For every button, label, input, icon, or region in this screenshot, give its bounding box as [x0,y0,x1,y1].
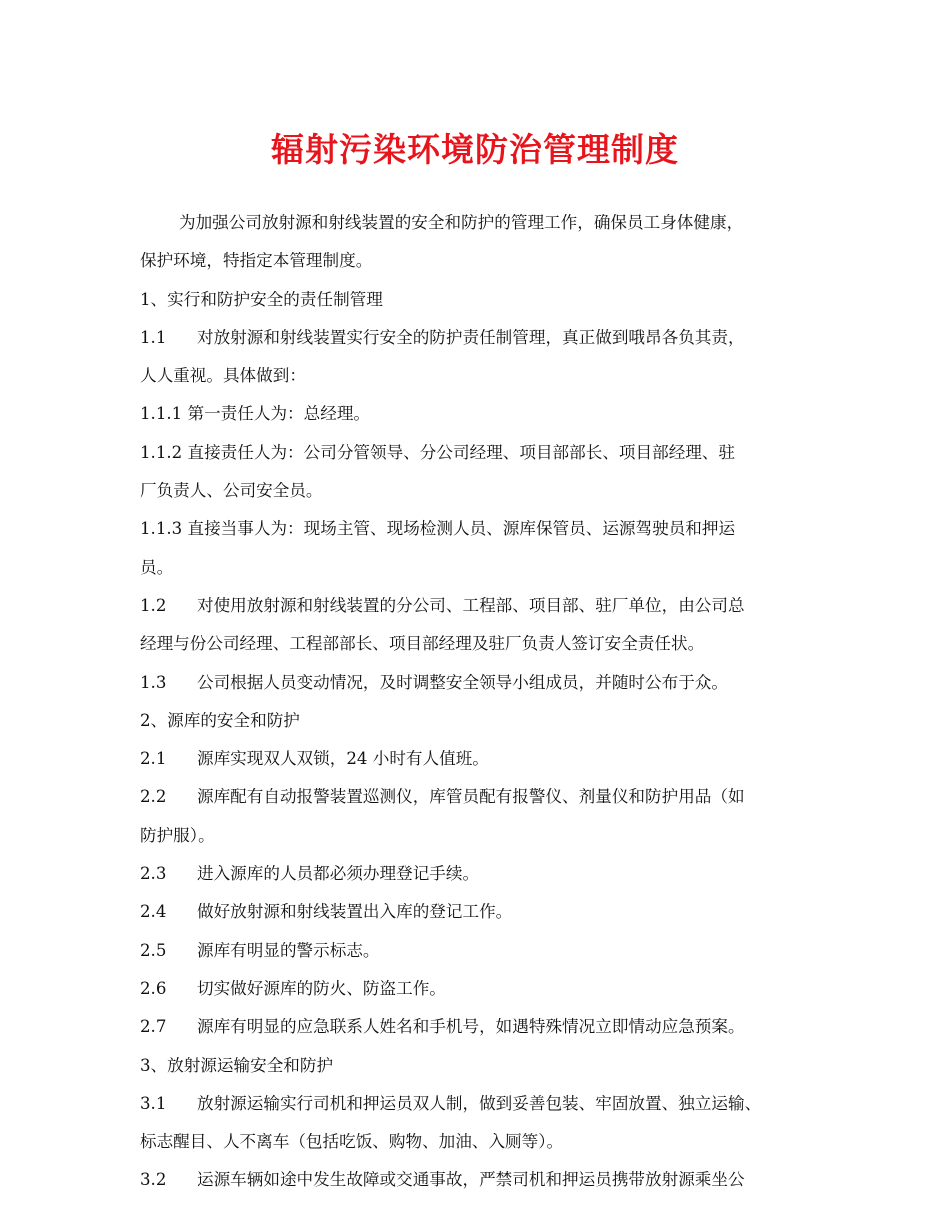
text-line [140,778,830,816]
text-line [140,472,830,510]
line-text: 源库有明显的警示标志。 [197,940,380,960]
clause-number: 2.7 [140,1017,167,1037]
line-text: 为加强公司放射源和射线装置的安全和防护的管理工作，确保员工身体健康， [179,213,744,232]
text-line [140,1161,830,1199]
text-line [140,395,830,433]
text-line [140,242,830,280]
clause-number: 1.2 [140,595,167,615]
clause-number: 2.5 [140,940,167,960]
clause-number: 1.1 [140,327,167,347]
text-line [140,1008,830,1046]
clause-number: 1.3 [140,672,167,692]
text-line [140,357,830,395]
clause-number: 3.1 [140,1093,167,1113]
document-body [140,204,830,1200]
clause-number: 2.3 [140,864,167,884]
line-text: 源库有明显的应急联系人姓名和手机号，如遇特殊情况立即情动应急预案。 [197,1017,745,1037]
line-text: 员。 [140,557,174,577]
clause-number: 2.1 [140,749,167,769]
line-text: 2、源库的安全和防护 [140,710,300,730]
line-text: 1.1.1 第一责任人为：总经理。 [140,404,371,424]
line-text: 公司根据人员变动情况，及时调整安全领导小组成员，并随时公布于众。 [197,672,728,692]
section-heading [140,1047,830,1085]
clause-number: 2.2 [140,787,167,807]
line-text: 进入源库的人员都必须办理登记手续。 [197,864,480,884]
text-line [140,1123,830,1161]
line-text: 1.1.2 直接责任人为：公司分管领导、分公司经理、项目部部长、项目部经理、驻 [140,442,736,462]
line-text: 1、实行和防护安全的责任制管理 [140,289,383,309]
text-line [140,549,830,587]
line-text: 对放射源和射线装置实行安全的防护责任制管理，真正做到哦昂各负其责， [197,327,745,347]
text-line [140,434,830,472]
section-heading [140,702,830,740]
text-line [140,893,830,931]
line-text: 标志醒目、人不离车（包括吃饭、购物、加油、入厕等）。 [140,1132,564,1152]
text-line [140,970,830,1008]
text-line [140,319,830,357]
line-text: 对使用放射源和射线装置的分公司、工程部、项目部、驻厂单位，由公司总 [197,595,745,615]
text-line [140,932,830,970]
text-line [140,817,830,855]
text-line [140,587,830,625]
line-text: 切实做好源库的防火、防盗工作。 [197,978,446,998]
text-line [140,664,830,702]
line-text: 源库实现双人双锁，24 小时有人值班。 [197,749,489,769]
line-text: 防护服）。 [140,825,215,845]
text-line [140,625,830,663]
line-text: 放射源运输实行司机和押运员双人制，做到妥善包装、牢固放置、独立运输、 [197,1093,762,1113]
text-line [140,204,830,242]
line-text: 保护环境，特指定本管理制度。 [140,251,373,271]
text-line [140,510,830,548]
line-text: 做好放射源和射线装置出入库的登记工作。 [197,902,513,922]
text-line [140,1085,830,1123]
document-title: 辐射污染环境防治管理制度 [271,130,679,169]
clause-number: 3.2 [140,1170,167,1190]
line-text: 人人重视。具体做到： [140,366,306,386]
line-text: 运源车辆如途中发生故障或交通事故，严禁司机和押运员携带放射源乘坐公 [197,1170,745,1190]
line-text: 厂负责人、公司安全员。 [140,481,323,501]
clause-number: 2.6 [140,978,167,998]
line-text: 源库配有自动报警装置巡测仪，库管员配有报警仪、剂量仪和防护用品（如 [197,787,745,807]
line-text: 3、放射源运输安全和防护 [140,1055,334,1075]
section-heading [140,281,830,319]
line-text: 1.1.3 直接当事人为：现场主管、现场检测人员、源库保管员、运源驾驶员和押运 [140,519,736,539]
text-line [140,855,830,893]
clause-number: 2.4 [140,902,167,922]
line-text: 经理与份公司经理、工程部部长、项目部经理及驻厂负责人签订安全责任状。 [140,634,705,654]
text-line [140,740,830,778]
